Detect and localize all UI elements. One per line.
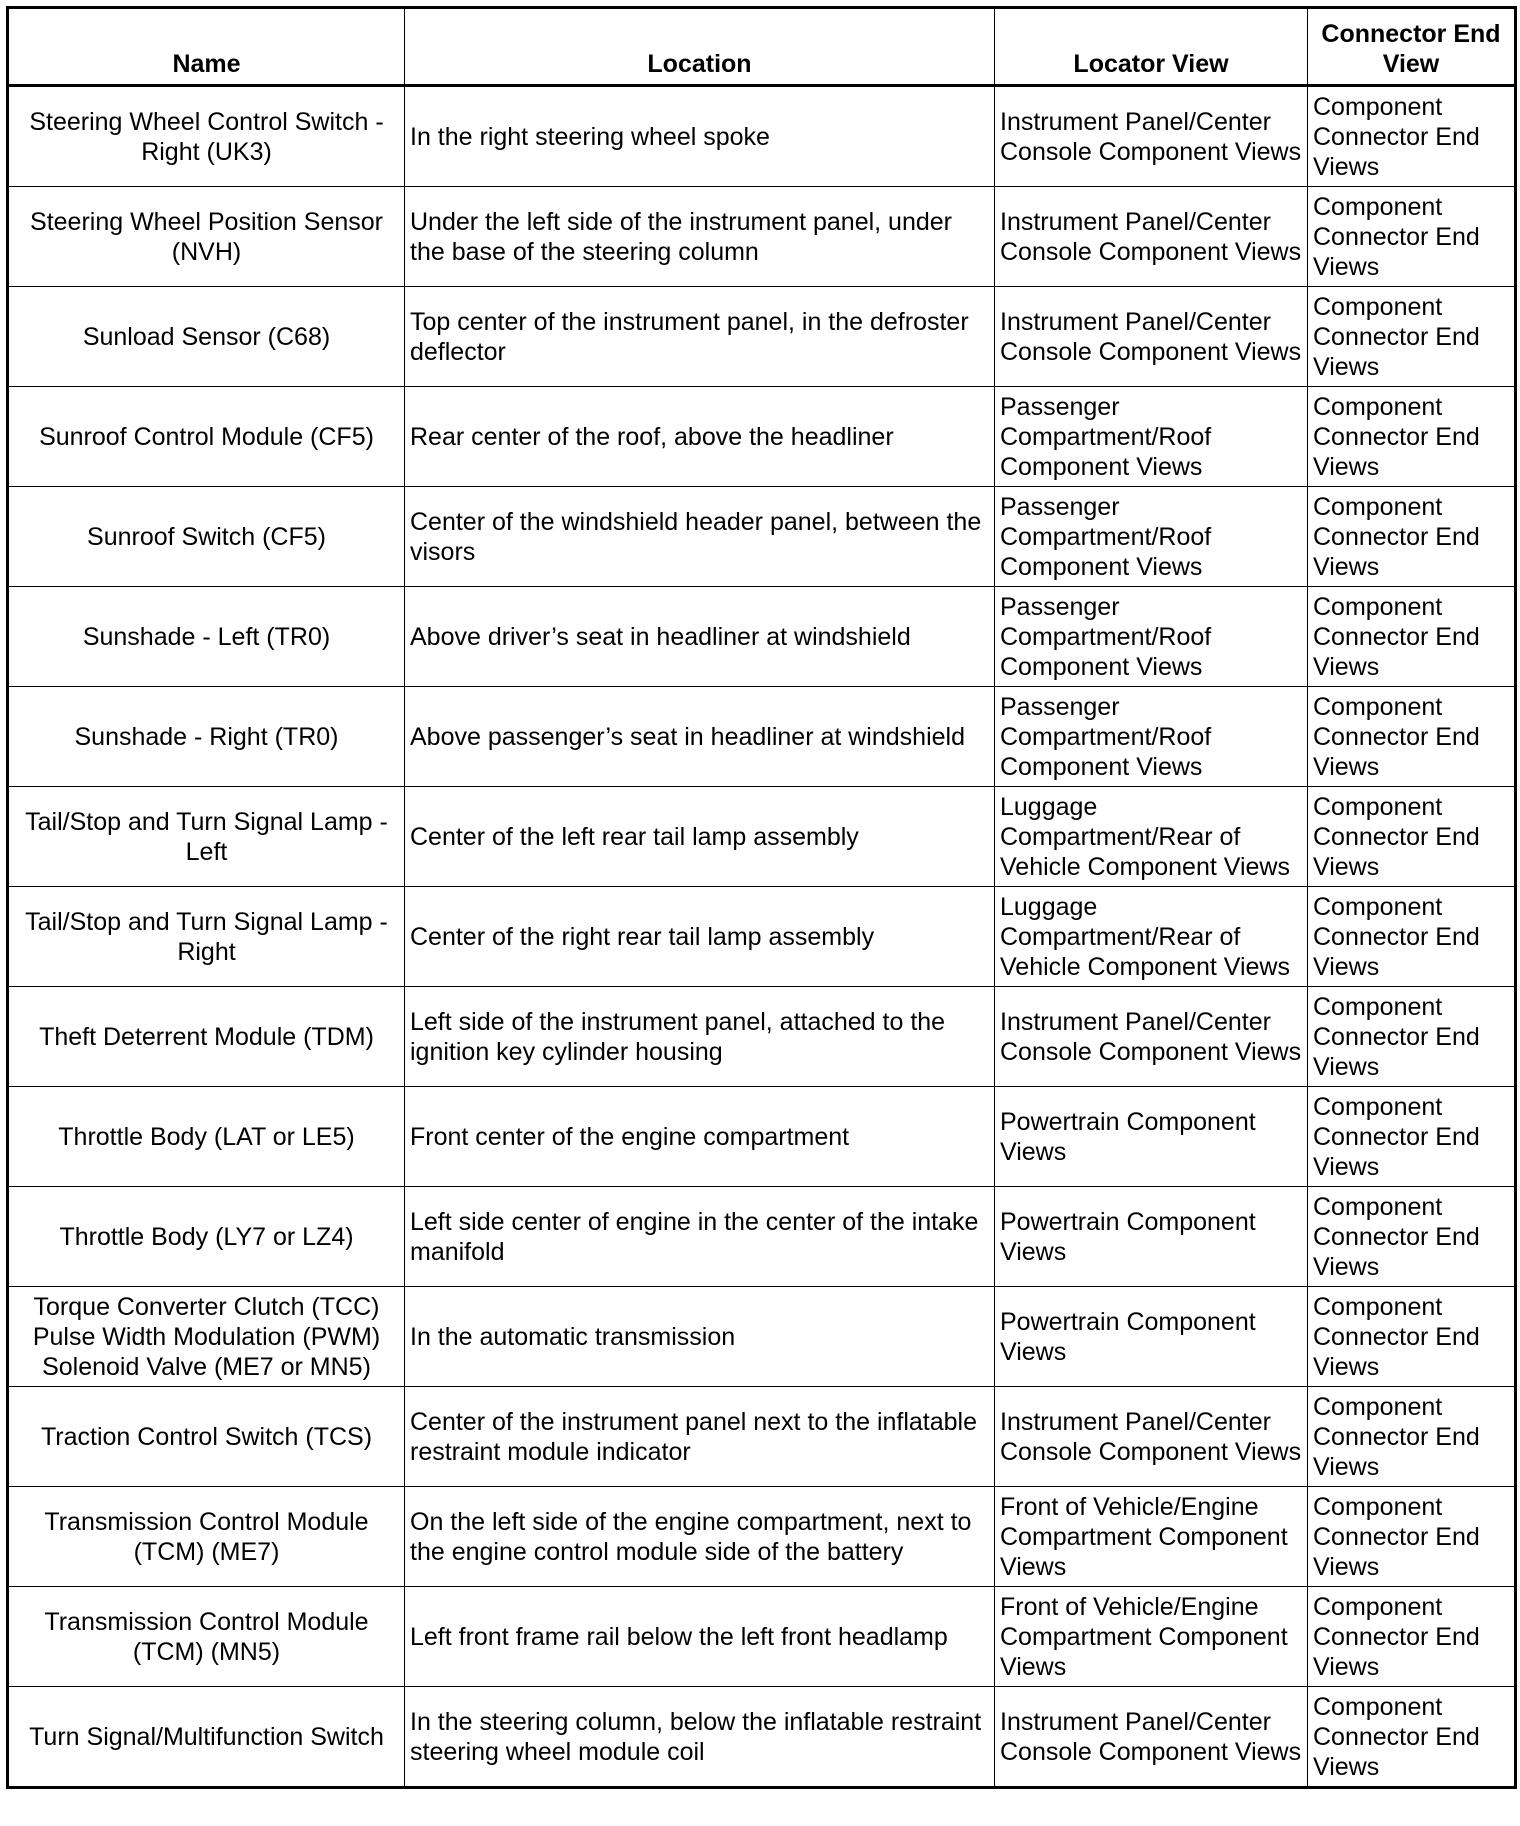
- header-locator-view: Locator View: [995, 8, 1308, 86]
- table-row: [8, 1087, 1516, 1187]
- connector-end-view-cell: Component Connector End Views: [1308, 487, 1516, 587]
- header-location: Location: [405, 8, 995, 86]
- locator-view-cell: Powertrain Component Views: [995, 1187, 1308, 1287]
- table-body: [8, 86, 1516, 1788]
- connector-end-view-cell: Component Connector End Views: [1308, 787, 1516, 887]
- connector-end-view-cell: Component Connector End Views: [1308, 1387, 1516, 1487]
- table-row: [8, 887, 1516, 987]
- location-cell: Under the left side of the instrument panel, under the base of the steering column: [405, 187, 995, 287]
- location-cell: Left side center of engine in the center of the intake manifold: [405, 1187, 995, 1287]
- locator-view-cell: Front of Vehicle/Engine Compartment Component Views: [995, 1587, 1308, 1687]
- table-row: [8, 187, 1516, 287]
- locator-view-cell: Passenger Compartment/Roof Component Views: [995, 487, 1308, 587]
- location-cell: In the right steering wheel spoke: [405, 86, 995, 187]
- location-cell: Top center of the instrument panel, in the defroster deflector: [405, 287, 995, 387]
- connector-end-view-cell: Component Connector End Views: [1308, 687, 1516, 787]
- name-cell: Turn Signal/Multifunction Switch: [8, 1687, 405, 1788]
- table-row: [8, 86, 1516, 187]
- locator-view-cell: Instrument Panel/Center Console Component Views: [995, 1387, 1308, 1487]
- locator-view-cell: Instrument Panel/Center Console Component Views: [995, 1687, 1308, 1788]
- connector-end-view-cell: Component Connector End Views: [1308, 587, 1516, 687]
- connector-end-view-cell: Component Connector End Views: [1308, 287, 1516, 387]
- locator-view-cell: Instrument Panel/Center Console Component Views: [995, 187, 1308, 287]
- table-row: [8, 387, 1516, 487]
- location-cell: Left front frame rail below the left front headlamp: [405, 1587, 995, 1687]
- table-row: [8, 1187, 1516, 1287]
- locator-view-cell: Passenger Compartment/Roof Component Views: [995, 387, 1308, 487]
- header-connector-end-view: Connector End View: [1308, 8, 1516, 86]
- component-locator-table: [6, 6, 1517, 1789]
- name-cell: Sunload Sensor (C68): [8, 287, 405, 387]
- connector-end-view-cell: Component Connector End Views: [1308, 1187, 1516, 1287]
- table-row: [8, 1587, 1516, 1687]
- location-cell: Above passenger’s seat in headliner at windshield: [405, 687, 995, 787]
- locator-view-cell: Powertrain Component Views: [995, 1287, 1308, 1387]
- name-cell: Throttle Body (LAT or LE5): [8, 1087, 405, 1187]
- locator-view-cell: Front of Vehicle/Engine Compartment Component Views: [995, 1487, 1308, 1587]
- connector-end-view-cell: Component Connector End Views: [1308, 1087, 1516, 1187]
- connector-end-view-cell: Component Connector End Views: [1308, 1687, 1516, 1788]
- connector-end-view-cell: Component Connector End Views: [1308, 887, 1516, 987]
- location-cell: In the automatic transmission: [405, 1287, 995, 1387]
- table-row: [8, 1687, 1516, 1788]
- name-cell: Tail/Stop and Turn Signal Lamp - Right: [8, 887, 405, 987]
- table-row: [8, 987, 1516, 1087]
- table-row: [8, 687, 1516, 787]
- table-row: [8, 487, 1516, 587]
- connector-end-view-cell: Component Connector End Views: [1308, 187, 1516, 287]
- connector-end-view-cell: Component Connector End Views: [1308, 86, 1516, 187]
- name-cell: Transmission Control Module (TCM) (MN5): [8, 1587, 405, 1687]
- name-cell: Tail/Stop and Turn Signal Lamp - Left: [8, 787, 405, 887]
- location-cell: Center of the left rear tail lamp assembly: [405, 787, 995, 887]
- header-row: [8, 8, 1516, 86]
- table-row: [8, 587, 1516, 687]
- name-cell: Sunroof Switch (CF5): [8, 487, 405, 587]
- location-cell: On the left side of the engine compartment, next to the engine control module side of the battery: [405, 1487, 995, 1587]
- location-cell: Center of the windshield header panel, between the visors: [405, 487, 995, 587]
- locator-view-cell: Passenger Compartment/Roof Component Views: [995, 687, 1308, 787]
- table-row: [8, 1387, 1516, 1487]
- location-cell: Center of the right rear tail lamp assembly: [405, 887, 995, 987]
- name-cell: Sunshade - Right (TR0): [8, 687, 405, 787]
- connector-end-view-cell: Component Connector End Views: [1308, 1487, 1516, 1587]
- locator-view-cell: Luggage Compartment/Rear of Vehicle Component Views: [995, 787, 1308, 887]
- name-cell: Steering Wheel Position Sensor (NVH): [8, 187, 405, 287]
- locator-view-cell: Instrument Panel/Center Console Component Views: [995, 987, 1308, 1087]
- locator-view-cell: Passenger Compartment/Roof Component Views: [995, 587, 1308, 687]
- name-cell: Throttle Body (LY7 or LZ4): [8, 1187, 405, 1287]
- name-cell: Traction Control Switch (TCS): [8, 1387, 405, 1487]
- header-name: Name: [8, 8, 405, 86]
- name-cell: Steering Wheel Control Switch - Right (UK3): [8, 86, 405, 187]
- location-cell: In the steering column, below the inflatable restraint steering wheel module coil: [405, 1687, 995, 1788]
- connector-end-view-cell: Component Connector End Views: [1308, 987, 1516, 1087]
- name-cell: Theft Deterrent Module (TDM): [8, 987, 405, 1087]
- name-cell: Sunroof Control Module (CF5): [8, 387, 405, 487]
- location-cell: Left side of the instrument panel, attached to the ignition key cylinder housing: [405, 987, 995, 1087]
- location-cell: Above driver’s seat in headliner at windshield: [405, 587, 995, 687]
- connector-end-view-cell: Component Connector End Views: [1308, 1287, 1516, 1387]
- name-cell: Sunshade - Left (TR0): [8, 587, 405, 687]
- location-cell: Front center of the engine compartment: [405, 1087, 995, 1187]
- locator-view-cell: Instrument Panel/Center Console Component Views: [995, 287, 1308, 387]
- table-row: [8, 787, 1516, 887]
- connector-end-view-cell: Component Connector End Views: [1308, 1587, 1516, 1687]
- location-cell: Rear center of the roof, above the headliner: [405, 387, 995, 487]
- table-row: [8, 287, 1516, 387]
- name-cell: Transmission Control Module (TCM) (ME7): [8, 1487, 405, 1587]
- table-row: [8, 1487, 1516, 1587]
- locator-view-cell: Powertrain Component Views: [995, 1087, 1308, 1187]
- name-cell: Torque Converter Clutch (TCC) Pulse Width Modulation (PWM) Solenoid Valve (ME7 or MN5): [8, 1287, 405, 1387]
- connector-end-view-cell: Component Connector End Views: [1308, 387, 1516, 487]
- locator-view-cell: Luggage Compartment/Rear of Vehicle Component Views: [995, 887, 1308, 987]
- location-cell: Center of the instrument panel next to the inflatable restraint module indicator: [405, 1387, 995, 1487]
- locator-view-cell: Instrument Panel/Center Console Component Views: [995, 86, 1308, 187]
- table-row: [8, 1287, 1516, 1387]
- table-header: [8, 8, 1516, 86]
